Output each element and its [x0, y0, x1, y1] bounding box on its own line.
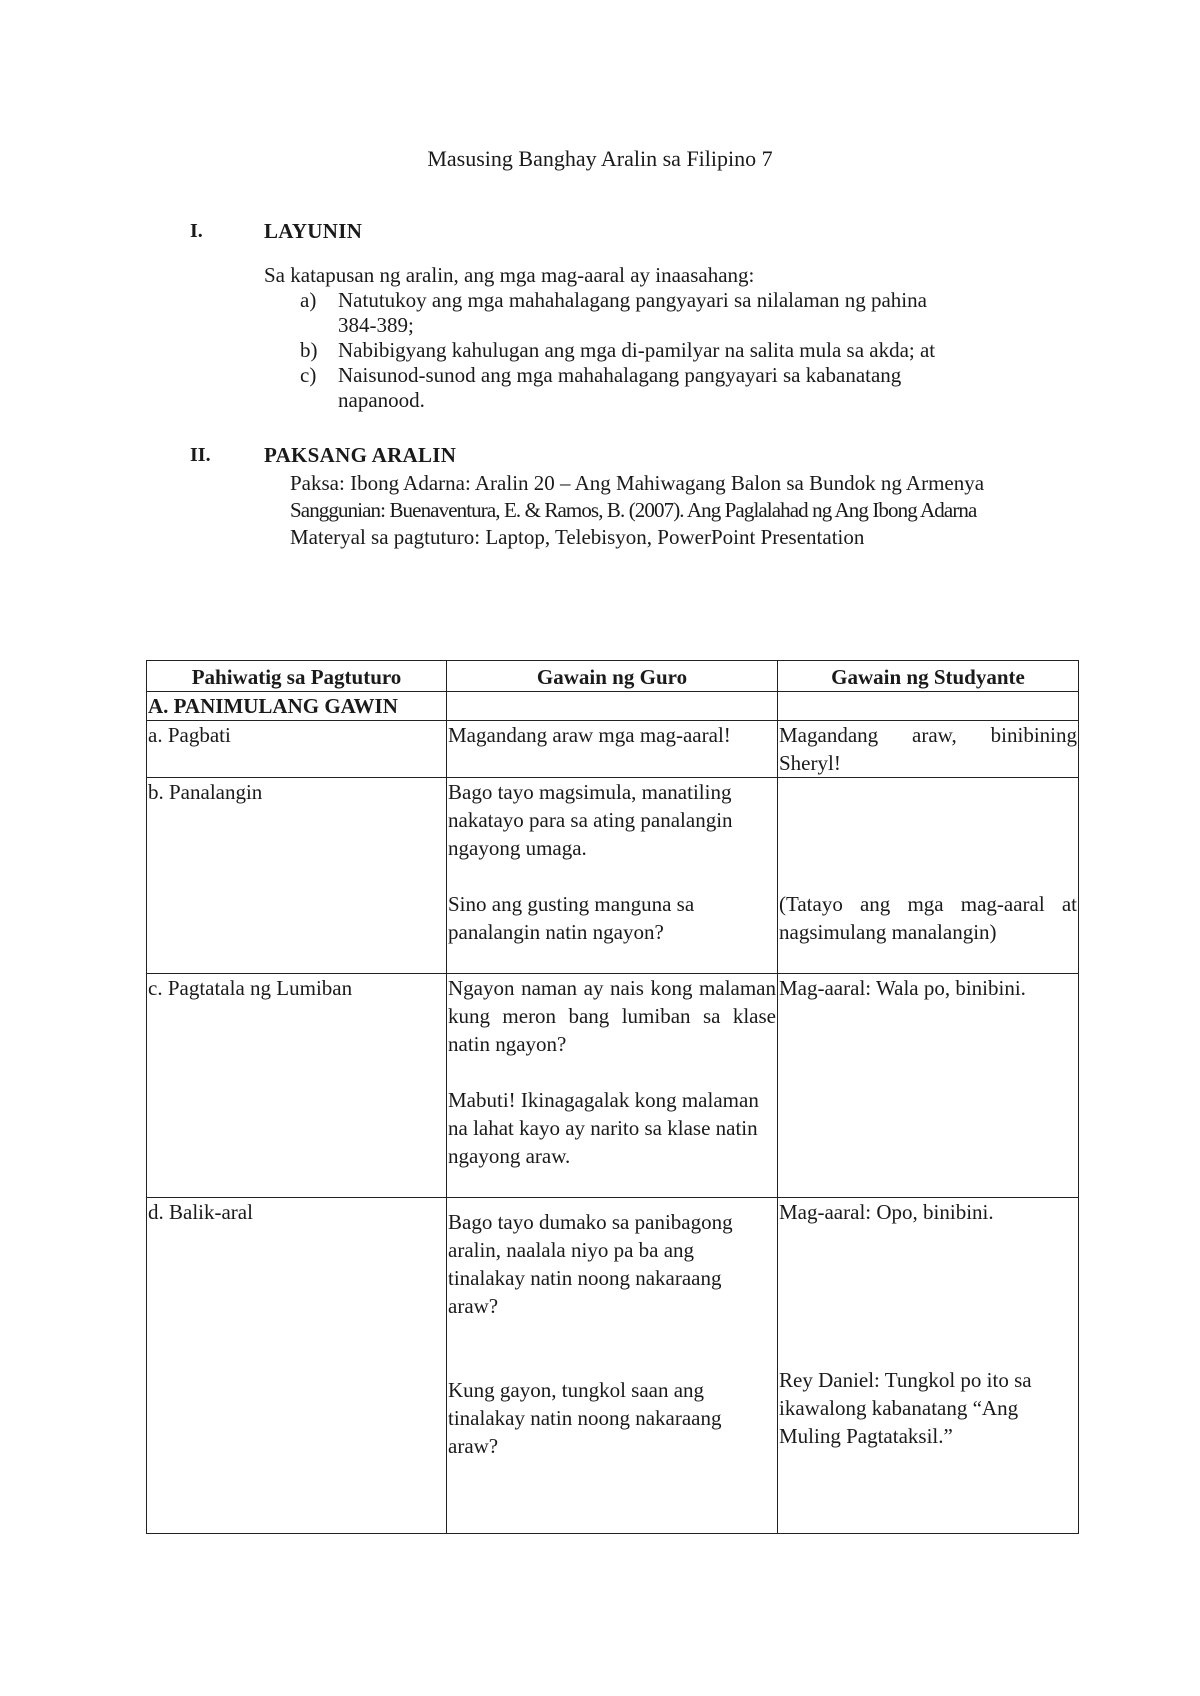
list-item	[300, 338, 1060, 363]
guro-text: Magandang araw mga mag-aaral!	[448, 723, 731, 747]
studyante-text: Rey Daniel: Tungkol po ito sa ikawalong kabanatang “Ang Muling Pagtataksil.”	[779, 1368, 1032, 1448]
paksa-text: Paksa: Ibong Adarna: Aralin 20 – Ang Mahiwagang Balon sa Bundok ng Armenya	[290, 471, 985, 495]
row-label: a. Pagbati	[147, 721, 447, 778]
paksang-aralin-body	[290, 470, 1058, 551]
table-row	[147, 778, 1079, 974]
guro-text: Mabuti! Ikinagagalak kong malaman na lahat kayo ay narito sa klase natin ngayong araw.	[448, 1088, 759, 1168]
section-number-i: I.	[190, 220, 203, 242]
guro-text: Bago tayo dumako sa panibagong aralin, naalala niyo pa ba ang tinalakay natin noong nakaraang araw?	[448, 1210, 733, 1318]
guro-cell	[447, 1198, 778, 1534]
table-header-row	[147, 661, 1079, 692]
layunin-list	[300, 288, 1060, 413]
section-label: A. PANIMULANG GAWIN	[147, 692, 447, 721]
guro-cell	[447, 778, 778, 974]
studyante-cell	[778, 721, 1079, 778]
studyante-text: (Tatayo ang mga mag-aaral at nagsimulang manalangin)	[779, 892, 1077, 944]
studyante-text: Mag-aaral: Opo, binibini.	[779, 1200, 994, 1224]
guro-text: Ngayon naman ay nais kong malaman kung meron bang lumiban sa klase natin ngayon?	[448, 976, 776, 1056]
section-row	[147, 692, 1079, 721]
list-item-text-cont: 384-389;	[338, 313, 414, 337]
list-item-text: Natutukoy ang mga mahahalagang pangyayari sa nilalaman ng pahina	[338, 288, 927, 312]
table-row	[147, 721, 1079, 778]
header-pahiwatig: Pahiwatig sa Pagtuturo	[147, 661, 447, 692]
guro-cell	[447, 721, 778, 778]
list-marker: a)	[300, 288, 317, 312]
studyante-text: Mag-aaral: Wala po, binibini.	[779, 976, 1026, 1000]
list-item-text: Naisunod-sunod ang mga mahahalagang pangyayari sa kabanatang	[338, 363, 902, 387]
studyante-text: Magandang araw, binibining Sheryl!	[779, 723, 1077, 775]
sanggunian-text: Sanggunian: Buenaventura, E. & Ramos, B. (2007). Ang Paglalahad ng Ang Ibong Adarna	[290, 498, 977, 522]
materyal-text: Materyal sa pagtuturo: Laptop, Telebisyon, PowerPoint Presentation	[290, 525, 865, 549]
studyante-cell	[778, 974, 1079, 1198]
guro-text: Kung gayon, tungkol saan ang tinalakay natin noong nakaraang araw?	[448, 1378, 722, 1458]
section-number-ii: II.	[190, 444, 211, 466]
section-title-paksang-aralin: PAKSANG ARALIN	[264, 443, 457, 467]
row-label: c. Pagtatala ng Lumiban	[147, 974, 447, 1198]
list-marker: b)	[300, 338, 318, 362]
empty-cell	[778, 692, 1079, 721]
table-row	[147, 1198, 1079, 1534]
lesson-plan-table	[146, 660, 1079, 1534]
header-gawain-guro: Gawain ng Guro	[447, 661, 778, 692]
table-row	[147, 974, 1079, 1198]
list-item-text: Nabibigyang kahulugan ang mga di-pamilyar na salita mula sa akda; at	[338, 338, 936, 362]
list-item	[300, 363, 1060, 413]
row-label: b. Panalangin	[147, 778, 447, 974]
list-marker: c)	[300, 363, 317, 387]
list-item	[300, 288, 1060, 338]
guro-text: Sino ang gusting manguna sa panalangin natin ngayon?	[448, 892, 695, 944]
header-gawain-studyante: Gawain ng Studyante	[778, 661, 1079, 692]
list-item-text-cont: napanood.	[338, 388, 425, 412]
studyante-cell	[778, 778, 1079, 974]
empty-cell	[447, 692, 778, 721]
row-label: d. Balik-aral	[147, 1198, 447, 1534]
guro-text: Bago tayo magsimula, manatiling nakatayo para sa ating panalangin ngayong umaga.	[448, 780, 733, 860]
studyante-cell	[778, 1198, 1079, 1534]
guro-cell	[447, 974, 778, 1198]
layunin-intro: Sa katapusan ng aralin, ang mga mag-aaral ay inaasahang:	[264, 263, 755, 287]
section-title-layunin: LAYUNIN	[264, 219, 363, 243]
document-title: Masusing Banghay Aralin sa Filipino 7	[427, 146, 773, 171]
